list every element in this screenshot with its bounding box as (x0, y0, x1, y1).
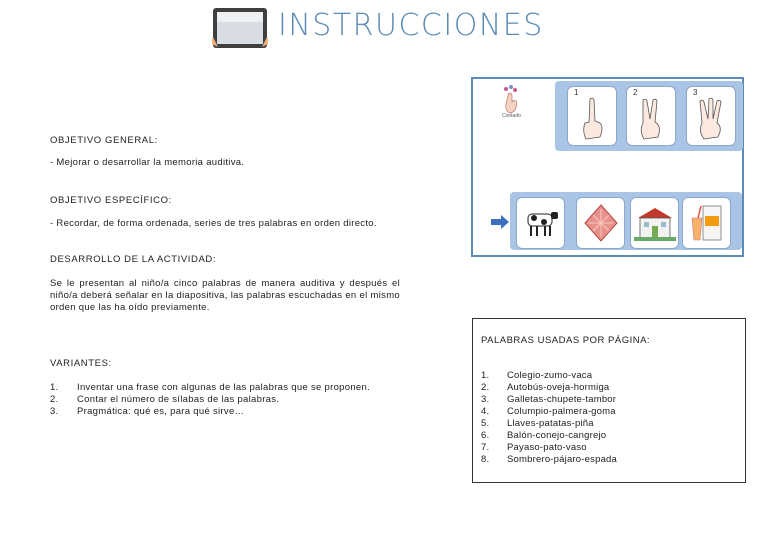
list-item: 2. Autobús-oveja-hormiga (481, 382, 610, 393)
finger-card-3: 3 (686, 86, 736, 146)
small-icon-label: Contado (502, 113, 521, 119)
list-item: 1. Inventar una frase con algunas de las palabras que se proponen. (50, 382, 371, 393)
list-item: 7. Payaso-pato-vaso (481, 442, 587, 453)
three-fingers-icon (695, 95, 727, 143)
arrow-right-icon (490, 214, 510, 230)
words-list (481, 370, 617, 466)
list-item: 3. Galletas-chupete-tambor (481, 394, 617, 405)
list-item: 4. Columpio-palmera-goma (481, 406, 616, 417)
two-fingers-icon (635, 95, 667, 143)
variants-list (50, 382, 370, 418)
specific-objective-title: OBJETIVO ESPECÍFICO: (50, 195, 172, 206)
school-icon (634, 204, 676, 242)
picture-card-1[interactable] (516, 197, 565, 249)
words-title: PALABRAS USADAS POR PÁGINA: (481, 335, 651, 346)
page-title: INSTRUCCIONES (278, 8, 544, 43)
tablet-icon (212, 7, 268, 49)
specific-objective-text: - Recordar, de forma ordenada, series de tres palabras en orden directo. (50, 218, 377, 229)
picture-card-4[interactable] (682, 197, 731, 249)
juice-icon (689, 202, 727, 244)
list-item: 2. Contar el número de sílabas de las palabras. (50, 394, 280, 405)
list-item: 1. Colegio-zumo-vaca (481, 370, 593, 381)
variants-title: VARIANTES: (50, 358, 112, 369)
finger-card-2: 2 (626, 86, 676, 146)
general-objective-text: - Mejorar o desarrollar la memoria auditiva. (50, 157, 245, 168)
general-objective-title: OBJETIVO GENERAL: (50, 135, 158, 146)
cow-icon (522, 206, 560, 240)
napkin-icon (583, 203, 619, 243)
picture-card-2[interactable] (576, 197, 625, 249)
list-item: 3. Pragmática: qué es, para qué sirve… (50, 406, 245, 417)
one-finger-icon (578, 95, 608, 143)
list-item: 6. Balón-conejo-cangrejo (481, 430, 607, 441)
list-item: 5. Llaves-patatas-piña (481, 418, 594, 429)
development-title: DESARROLLO DE LA ACTIVIDAD: (50, 254, 217, 265)
list-item: 8. Sombrero-pájaro-espada (481, 454, 618, 465)
finger-card-1: 1 (567, 86, 617, 146)
development-text: Se le presentan al niño/a cinco palabras de manera auditiva y después el niño/a deberá señalar en la diapositiva, las palabras escuchadas en el mismo orden que las ha oído previamente. (50, 278, 400, 313)
picture-card-3[interactable] (630, 197, 679, 249)
